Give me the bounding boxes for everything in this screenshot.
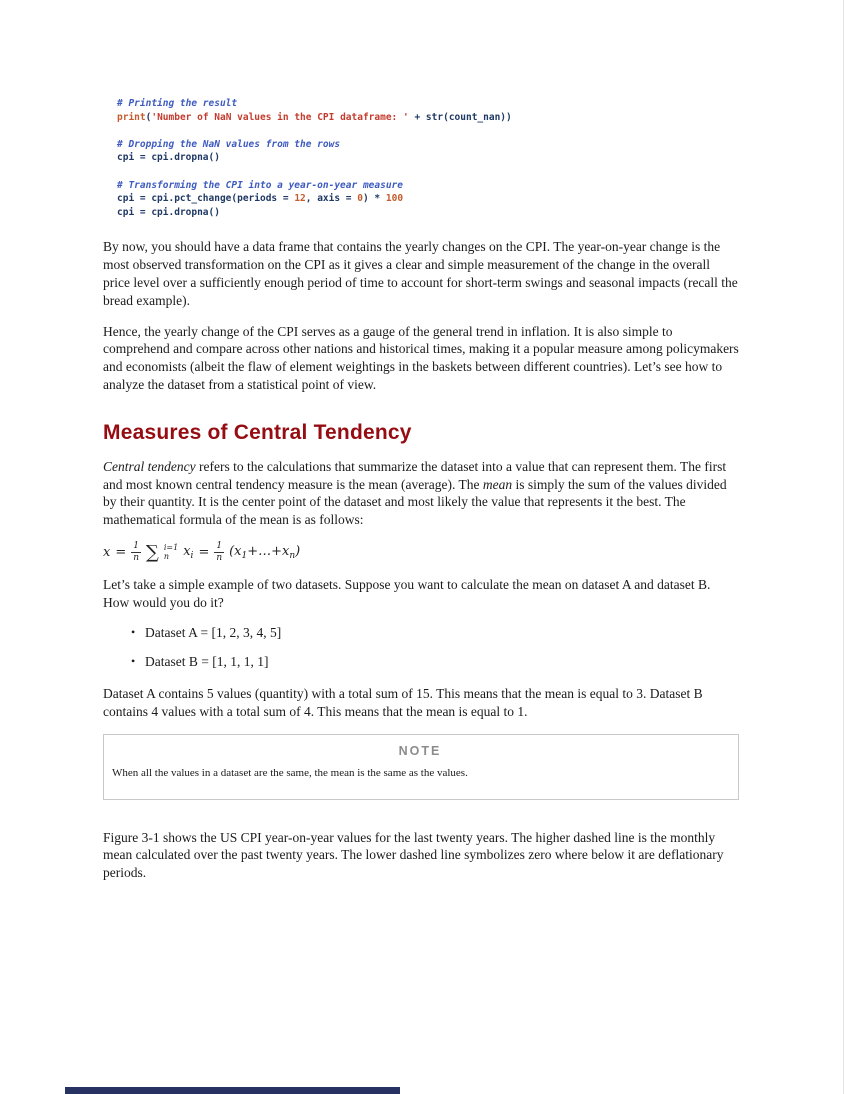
formula-equals: = [115, 545, 127, 561]
paragraph-yearly-change: Hence, the yearly change of the CPI serves as a gauge of the general trend in inflation. It is also simple to comprehend and compare across other nations and historical times, making it a popular measure among policymakers and economists (albeit the flaw of element weightings in the baskets between different countries). Let’s see how to analyze the dataset from a statistical point of view. [103, 323, 739, 392]
formula-fraction-2: $\frac{1}{n}$ [216, 540, 223, 564]
code-line: print('Number of NaN values in the CPI dataframe: ' + str(count_nan)) [117, 111, 512, 123]
code-line: cpi = cpi.pct_change(periods = 12, axis = 0) * 100 [117, 193, 404, 205]
bullet-icon: • [131, 625, 136, 640]
dataset-list-text: Dataset A = [1, 2, 3, 4, 5] [145, 625, 282, 641]
code-line: # Printing the result [117, 98, 238, 109]
paragraph-example-intro: Let’s take a simple example of two datasets. Suppose you want to calculate the mean on dataset A and dataset B. How would you do it? [103, 576, 711, 610]
next-element-top-sliver [65, 1087, 400, 1094]
code-line: # Transforming the CPI into a year-on-year measure [117, 179, 403, 191]
code-line: # Dropping the NaN values from the rows [117, 138, 341, 150]
section-heading: Measures of Central Tendency [103, 420, 412, 444]
dataset-list-item [103, 653, 739, 671]
paragraph-cpi-dataframe: By now, you should have a data frame that contains the yearly changes on the CPI. The year-on-year change is the most observed transformation on the CPI as it gives a clear and simple measurement of the change in the overall price level over a sufficiently enough period of time to account for short-term swings and seasonal impacts (recall the bread example). [103, 239, 738, 308]
code-line: cpi = cpi.dropna() [117, 152, 220, 164]
code-line: cpi = cpi.dropna() [117, 206, 220, 218]
paragraph-example-result: Dataset A contains 5 values (quantity) with a total sum of 15. This means that the mean is equal to 3. Dataset B contains 4 values with a total sum of 4. This means that the mean is equal to 1. [103, 685, 703, 719]
formula-equals-2: = [198, 545, 210, 561]
note-title: NOTE [398, 743, 442, 758]
code-line [117, 124, 739, 138]
code-line [117, 165, 739, 179]
code-block [103, 97, 739, 219]
formula-expansion: $(x_1+\dots+x_n)$ [229, 544, 301, 562]
dataset-list-item [103, 624, 739, 642]
dataset-bullet-list [103, 624, 739, 671]
formula-xi: $x_i$ [183, 544, 194, 562]
bullet-icon: • [131, 654, 136, 669]
formula-sigma: ∑ [145, 541, 159, 563]
dataset-list-text: Dataset B = [1, 1, 1, 1] [145, 654, 269, 670]
mean-formula [103, 542, 739, 564]
note-box [103, 734, 739, 800]
paragraph-central-tendency: Central tendency refers to the calculations that summarize the dataset into a value that can represent them. The first and most known central tendency measure is the mean (average). The mean is simply the sum of the values divided by their quantity. It is the center point of the dataset and most likely the value that represents it the best. The mathematical formula of the mean is as follows: [103, 458, 727, 528]
formula-fraction-1: $\frac{1}{n}$ [133, 540, 140, 564]
paragraph-figure-3-1: Figure 3-1 shows the US CPI year-on-year values for the last twenty years. The higher dashed line is the monthly mean calculated over the past twenty years. The lower dashed line symbolizes zero where below it are deflationary periods. [103, 829, 724, 881]
formula-sigma-limits: i=1 n [163, 542, 179, 562]
formula-x: x [103, 545, 111, 561]
note-text: When all the values in a dataset are the same, the mean is the same as the values. [112, 766, 468, 779]
